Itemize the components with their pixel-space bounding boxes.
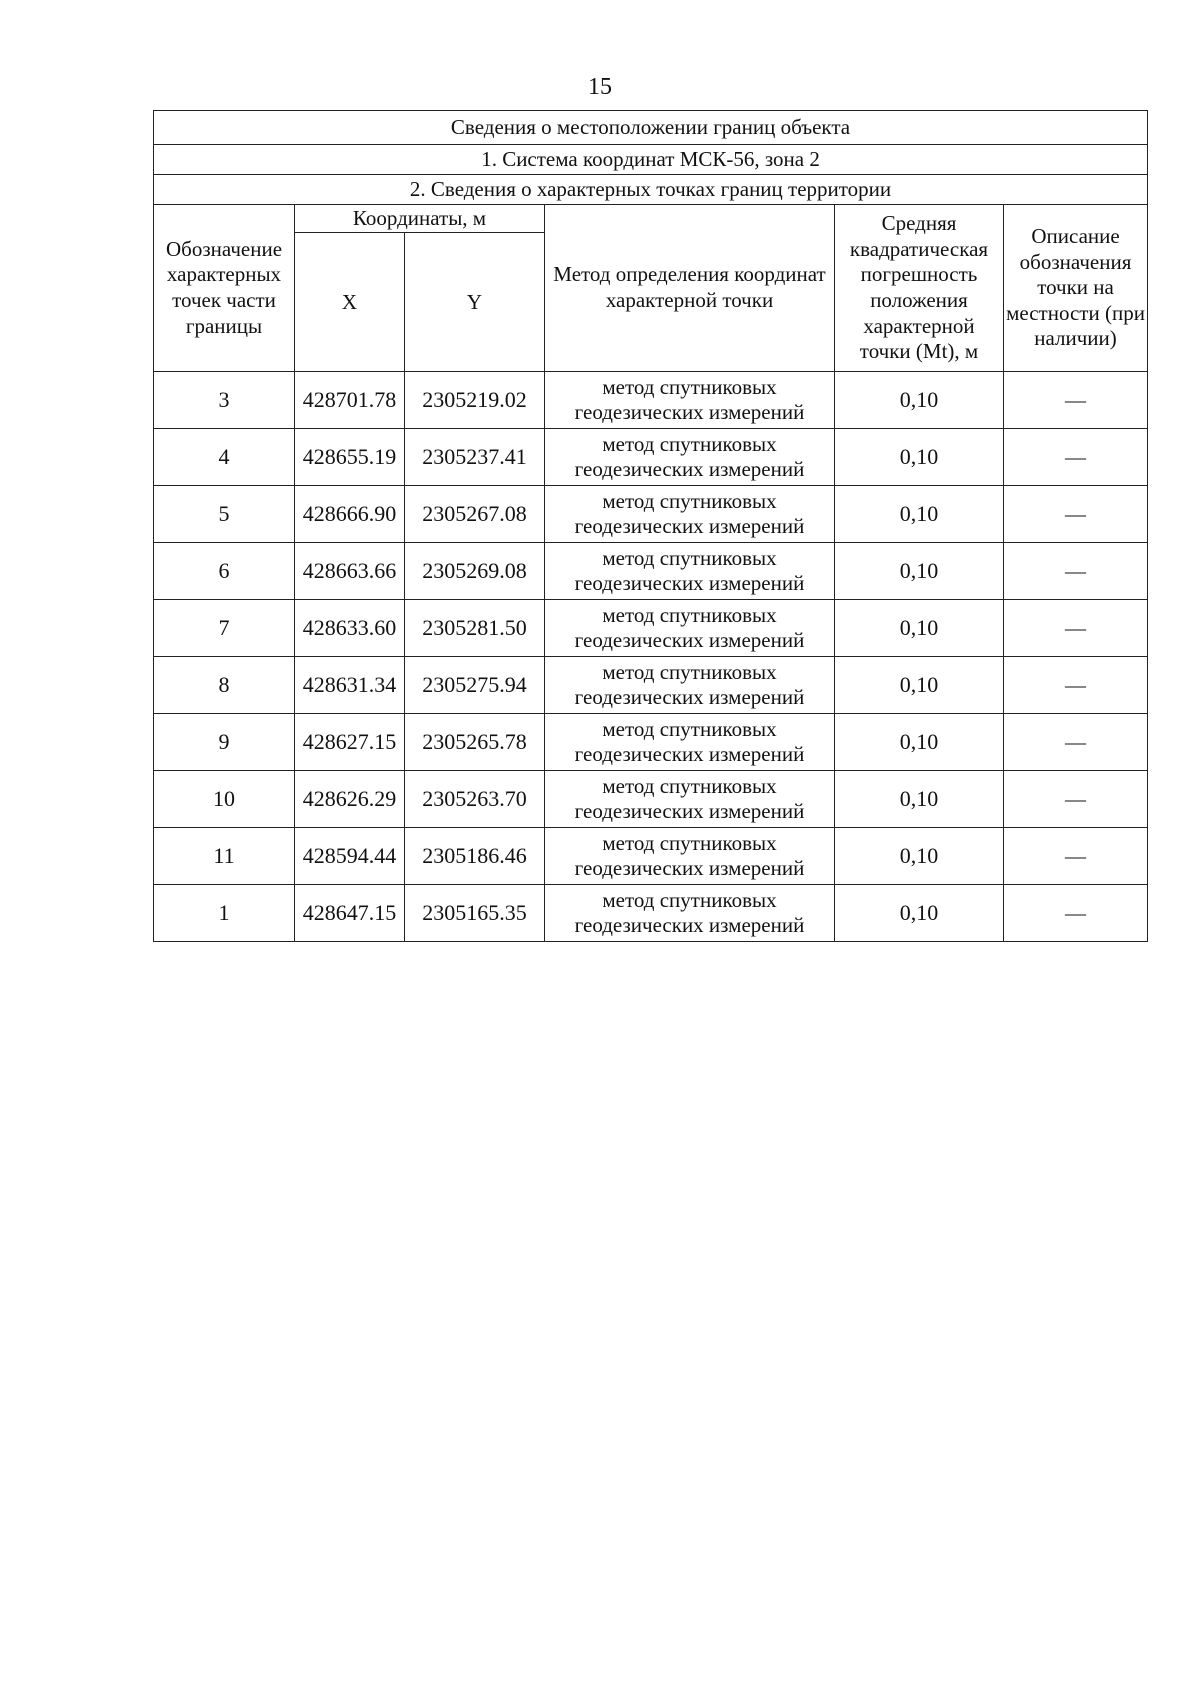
description-cell: — [1004,771,1148,828]
error-cell: 0,10 [835,543,1004,600]
point-cell: 10 [154,771,295,828]
table-row [154,600,1148,657]
y-cell: 2305263.70 [405,771,545,828]
description-cell: — [1004,657,1148,714]
y-cell: 2305237.41 [405,429,545,486]
point-cell: 3 [154,372,295,429]
error-cell: 0,10 [835,885,1004,942]
table-row [154,657,1148,714]
header-error: Средняя квадратическая погрешность положения характерной точки (Mt), м [835,205,1004,372]
table-row [154,486,1148,543]
description-cell: — [1004,600,1148,657]
point-cell: 11 [154,828,295,885]
method-cell: метод спутниковых геодезических измерений [545,486,835,543]
coord-system-row [154,145,1148,175]
error-cell: 0,10 [835,828,1004,885]
x-cell: 428631.34 [295,657,405,714]
y-cell: 2305281.50 [405,600,545,657]
description-cell: — [1004,429,1148,486]
table-row [154,429,1148,486]
method-cell: метод спутниковых геодезических измерений [545,714,835,771]
header-description: Описание обозначения точки на местности (при наличии) [1004,205,1148,372]
header-designation: Обозначение характерных точек части границы [154,205,295,372]
y-cell: 2305186.46 [405,828,545,885]
y-cell: 2305269.08 [405,543,545,600]
boundary-points-table [153,110,1148,942]
error-cell: 0,10 [835,657,1004,714]
x-cell: 428594.44 [295,828,405,885]
point-cell: 5 [154,486,295,543]
y-cell: 2305275.94 [405,657,545,714]
error-cell: 0,10 [835,600,1004,657]
table-row [154,885,1148,942]
x-cell: 428647.15 [295,885,405,942]
method-cell: метод спутниковых геодезических измерений [545,543,835,600]
points-heading-row [154,175,1148,205]
description-cell: — [1004,828,1148,885]
error-cell: 0,10 [835,429,1004,486]
error-cell: 0,10 [835,486,1004,543]
points-heading: 2. Сведения о характерных точках границ территории [154,175,1148,205]
header-y: Y [405,233,545,372]
description-cell: — [1004,885,1148,942]
table-row [154,543,1148,600]
y-cell: 2305165.35 [405,885,545,942]
description-cell: — [1004,714,1148,771]
table-row [154,771,1148,828]
method-cell: метод спутниковых геодезических измерений [545,429,835,486]
point-cell: 9 [154,714,295,771]
x-cell: 428627.15 [295,714,405,771]
method-cell: метод спутниковых геодезических измерений [545,828,835,885]
coord-system: 1. Система координат МСК-56, зона 2 [154,145,1148,175]
description-cell: — [1004,372,1148,429]
point-cell: 4 [154,429,295,486]
error-cell: 0,10 [835,771,1004,828]
header-row-1 [154,205,1148,233]
x-cell: 428626.29 [295,771,405,828]
point-cell: 6 [154,543,295,600]
x-cell: 428701.78 [295,372,405,429]
x-cell: 428633.60 [295,600,405,657]
x-cell: 428655.19 [295,429,405,486]
header-method: Метод определения координат характерной точки [545,205,835,372]
error-cell: 0,10 [835,372,1004,429]
description-cell: — [1004,486,1148,543]
description-cell: — [1004,543,1148,600]
table-title: Сведения о местоположении границ объекта [154,111,1148,145]
point-cell: 8 [154,657,295,714]
y-cell: 2305265.78 [405,714,545,771]
method-cell: метод спутниковых геодезических измерений [545,771,835,828]
table-title-row [154,111,1148,145]
header-x: X [295,233,405,372]
point-cell: 1 [154,885,295,942]
method-cell: метод спутниковых геодезических измерений [545,885,835,942]
method-cell: метод спутниковых геодезических измерений [545,600,835,657]
y-cell: 2305267.08 [405,486,545,543]
table-row [154,714,1148,771]
error-cell: 0,10 [835,714,1004,771]
method-cell: метод спутниковых геодезических измерений [545,657,835,714]
x-cell: 428666.90 [295,486,405,543]
x-cell: 428663.66 [295,543,405,600]
y-cell: 2305219.02 [405,372,545,429]
table-row [154,372,1148,429]
header-coordinates: Координаты, м [295,205,545,233]
table-row [154,828,1148,885]
method-cell: метод спутниковых геодезических измерений [545,372,835,429]
page-number: 15 [588,74,612,100]
point-cell: 7 [154,600,295,657]
